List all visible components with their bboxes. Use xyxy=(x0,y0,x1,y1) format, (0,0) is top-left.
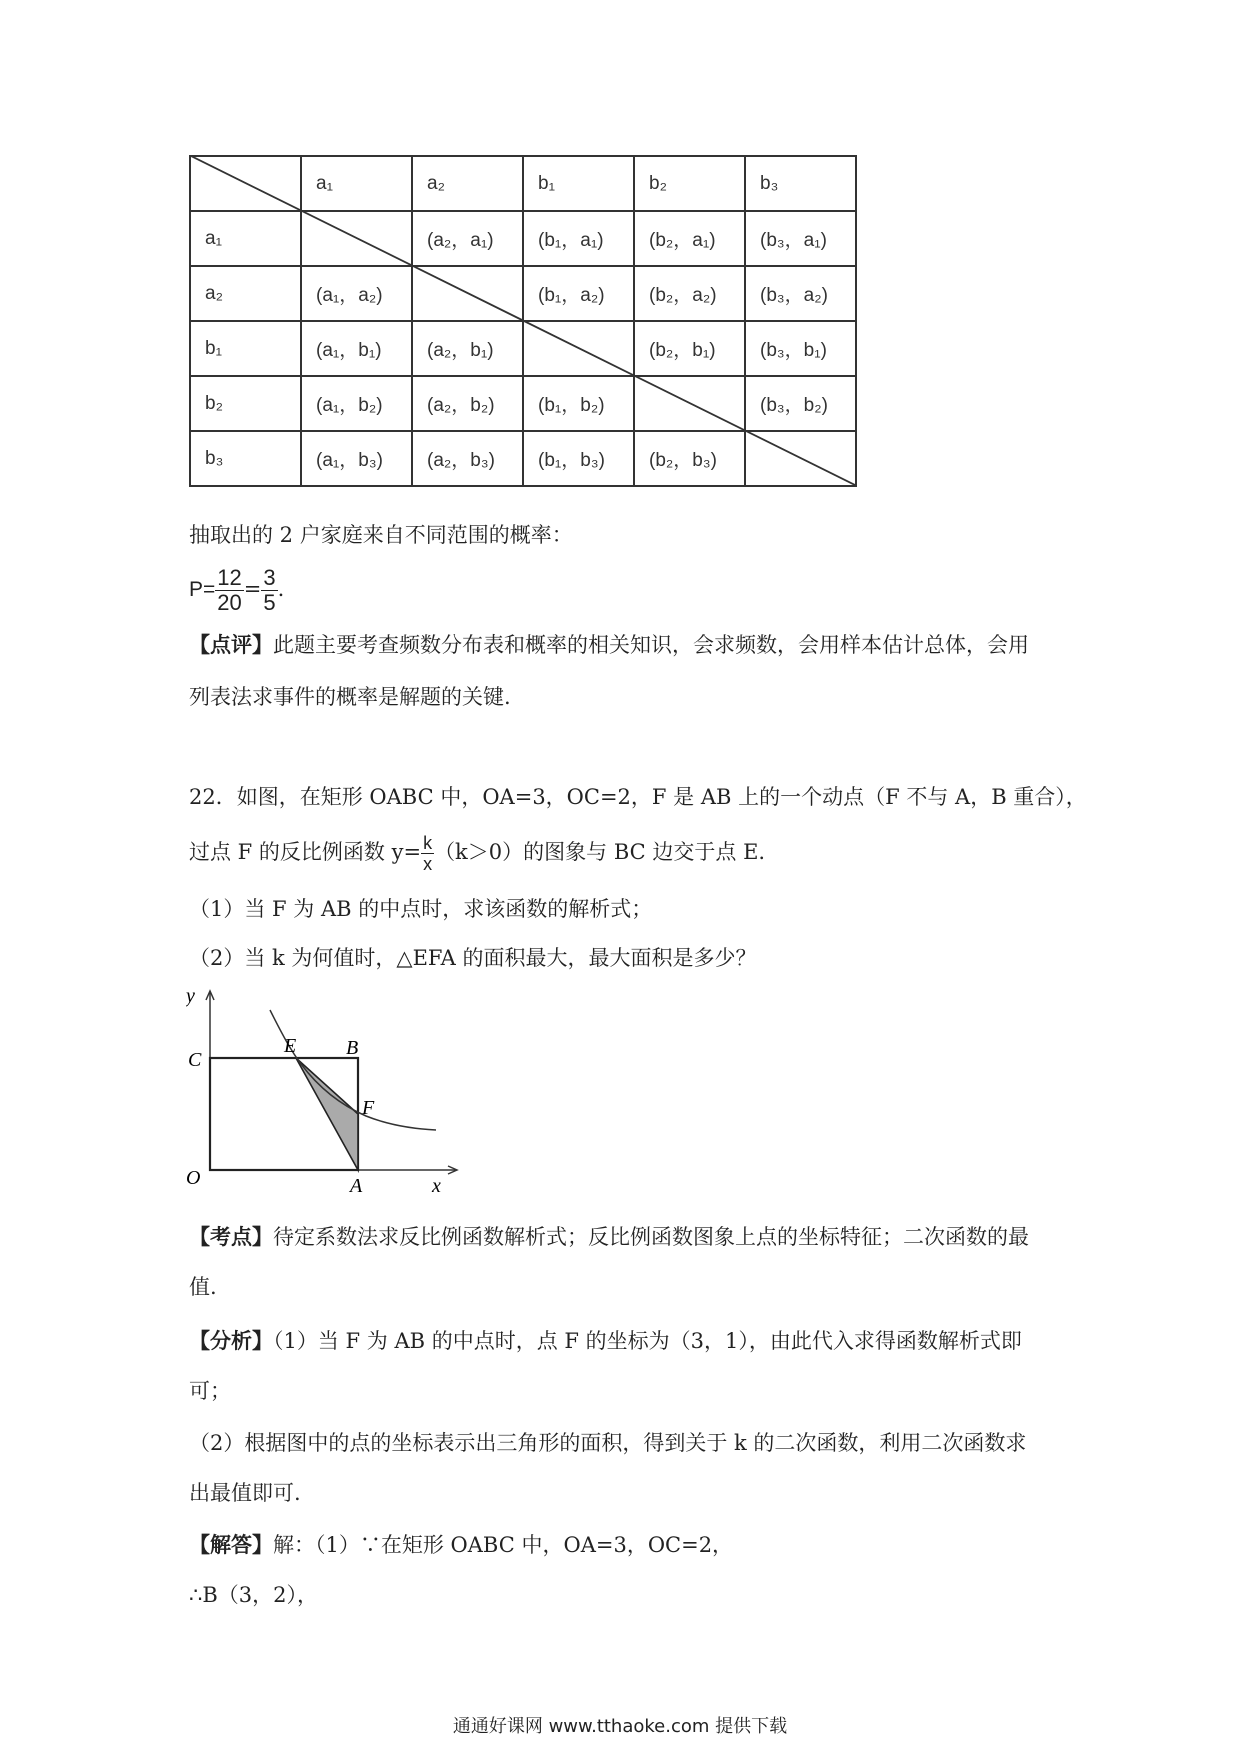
keypoint-line-2: 值. xyxy=(189,1275,217,1299)
table-cell: (a₁，b₁) xyxy=(301,321,412,376)
fraction-denominator: 5 xyxy=(263,590,276,615)
table-cell: (b₃，b₂) xyxy=(745,376,856,431)
analysis-line-3: （2）根据图中的点的坐标表示出三角形的面积，得到关于 k 的二次函数，利用二次函数求 xyxy=(189,1431,1027,1455)
question-22-part-1: （1）当 F 为 AB 的中点时，求该函数的解析式； xyxy=(189,897,653,921)
comment-line-1 xyxy=(189,630,1029,660)
analysis-line-4: 出最值即可. xyxy=(189,1481,301,1505)
rectangle-hyperbola-figure xyxy=(186,988,466,1198)
table-diagonal-line xyxy=(189,155,855,485)
question-22-part-2: （2）当 k 为何值时，△EFA 的面积最大，最大面积是多少？ xyxy=(189,946,757,970)
table-cell: (b₂，b₁) xyxy=(634,321,745,376)
comment-line-2: 列表法求事件的概率是解题的关键. xyxy=(189,685,511,709)
analysis-line-2: 可； xyxy=(189,1379,231,1403)
fraction-denominator: x xyxy=(423,854,433,874)
analysis-text: （1）当 F 为 AB 的中点时，点 F 的坐标为（3，1），由此代入求得函数解析式即 xyxy=(273,1329,1022,1353)
probability-intro: 抽取出的 2 户家庭来自不同范围的概率： xyxy=(189,523,573,547)
fraction-3-5 xyxy=(261,566,277,615)
table-cell: (b₁，b₃) xyxy=(523,431,634,486)
table-cell: (a₂，a₁) xyxy=(412,211,523,266)
table-header-cell: b₁ xyxy=(523,156,634,211)
table-cell: (b₂，a₂) xyxy=(634,266,745,321)
table-cell: (b₃，a₂) xyxy=(745,266,856,321)
table-header-cell: b₂ xyxy=(634,156,745,211)
table-header-cell: b₃ xyxy=(745,156,856,211)
analysis-line-1 xyxy=(189,1326,1022,1356)
equals-sign: = xyxy=(243,577,262,601)
label-f: F xyxy=(362,1097,375,1119)
table-header-cell: a₁ xyxy=(301,156,412,211)
table-cell: (b₃，a₁) xyxy=(745,211,856,266)
keypoint-text: 待定系数法求反比例函数解析式；反比例函数图象上点的坐标特征；二次函数的最 xyxy=(273,1225,1029,1249)
table-cell: (b₁，a₂) xyxy=(523,266,634,321)
table-cell: (a₂，b₁) xyxy=(412,321,523,376)
comment-tag: 【点评】 xyxy=(189,632,273,657)
label-o: O xyxy=(186,1167,201,1189)
table-cell: (b₃，b₁) xyxy=(745,321,856,376)
table-cell: (b₂，b₃) xyxy=(634,431,745,486)
solution-text: 解：（1）∵在矩形 OABC 中，OA=3，OC=2， xyxy=(273,1533,734,1557)
keypoint-tag: 【考点】 xyxy=(189,1224,273,1249)
table-cell: (b₁，b₂) xyxy=(523,376,634,431)
probability-formula xyxy=(189,566,284,615)
table-cell: (a₂，b₃) xyxy=(412,431,523,486)
question-text: 过点 F 的反比例函数 y= xyxy=(189,840,422,864)
label-x: x xyxy=(432,1175,441,1197)
table-cell: (a₁，b₃) xyxy=(301,431,412,486)
fraction-k-over-x xyxy=(421,833,434,874)
table-cell: (a₁，a₂) xyxy=(301,266,412,321)
fraction-denominator: 20 xyxy=(217,590,242,615)
fraction-12-20 xyxy=(215,566,243,615)
analysis-tag: 【分析】 xyxy=(189,1328,273,1353)
table-header-cell: a₂ xyxy=(412,156,523,211)
page-footer: 通通好课网 www.tthaoke.com 提供下载 xyxy=(452,1716,788,1737)
table-row-label: a₁ xyxy=(190,211,301,266)
table-cell: (a₂，b₂) xyxy=(412,376,523,431)
fraction-numerator: 3 xyxy=(263,565,276,590)
triangle-efa xyxy=(296,1058,358,1170)
solution-line-2: ∴B（3，2）， xyxy=(189,1583,319,1607)
table-row-label: a₂ xyxy=(190,266,301,321)
label-y: y xyxy=(186,988,195,1007)
label-c: C xyxy=(188,1049,202,1071)
question-22-line-1: 22．如图，在矩形 OABC 中，OA=3，OC=2，F 是 AB 上的一个动点（F 不与 A，B 重合）， xyxy=(189,785,1087,809)
table-row-label: b₃ xyxy=(190,431,301,486)
table-cell: (b₁，a₁) xyxy=(523,211,634,266)
table-cell: (a₁，b₂) xyxy=(301,376,412,431)
label-b: B xyxy=(346,1037,359,1059)
question-text: （k＞0）的图象与 BC 边交于点 E. xyxy=(434,840,766,864)
solution-line-1 xyxy=(189,1530,733,1560)
label-a: A xyxy=(350,1175,363,1197)
fraction-numerator: 12 xyxy=(217,565,242,590)
label-e: E xyxy=(284,1035,297,1057)
fraction-numerator: k xyxy=(423,833,433,853)
table-cell: (b₂，a₁) xyxy=(634,211,745,266)
comment-text: 此题主要考查频数分布表和概率的相关知识，会求频数，会用样本估计总体，会用 xyxy=(273,633,1029,657)
table-row-label: b₁ xyxy=(190,321,301,376)
keypoint-line-1 xyxy=(189,1222,1029,1252)
solution-tag: 【解答】 xyxy=(189,1532,273,1557)
period: . xyxy=(277,577,285,601)
table-row-label: b₂ xyxy=(190,376,301,431)
p-prefix: P= xyxy=(189,578,216,601)
question-22-line-2 xyxy=(189,833,765,874)
